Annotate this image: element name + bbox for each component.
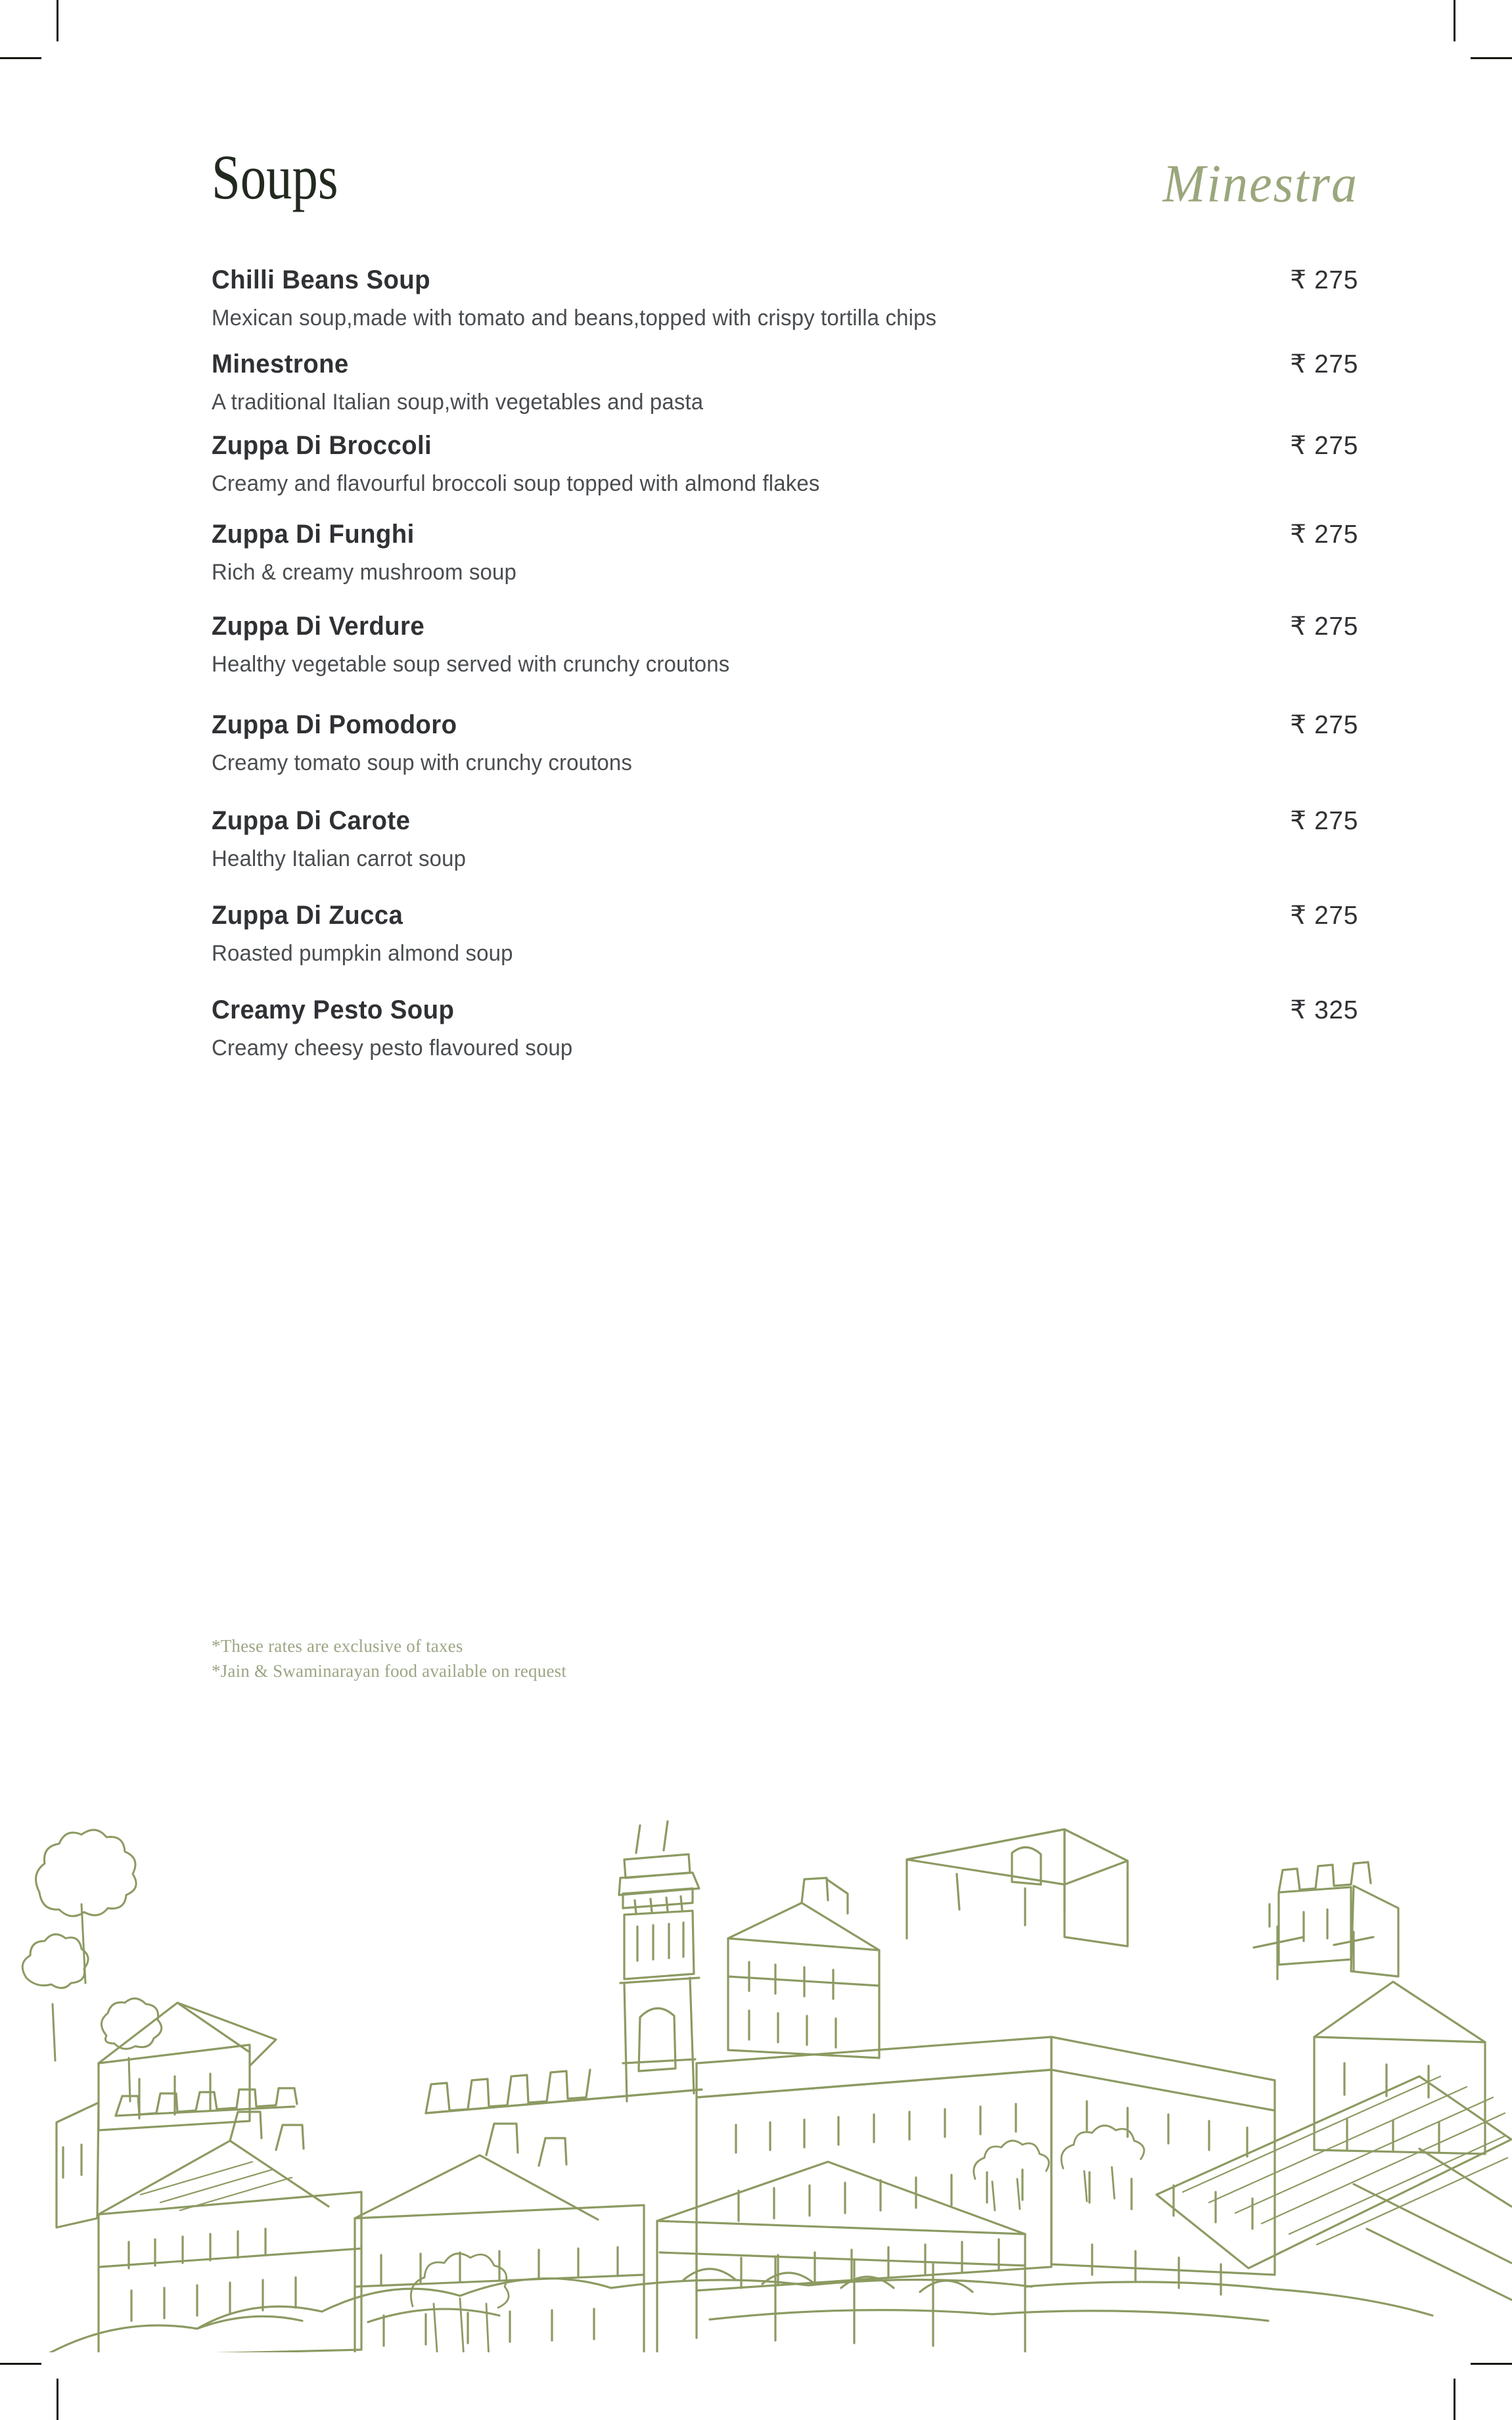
- menu-item-price: ₹ 275: [1290, 806, 1358, 835]
- page-title: Soups: [212, 142, 338, 212]
- menu-item-description: Rich & creamy mushroom soup: [212, 560, 516, 585]
- menu-item: [212, 995, 1358, 1062]
- menu-item-price: ₹ 275: [1290, 711, 1358, 740]
- footnotes: [212, 1633, 566, 1684]
- crop-mark-bottom-left-horizontal: [0, 2363, 41, 2365]
- footnote-taxes: *These rates are exclusive of taxes: [212, 1636, 463, 1656]
- menu-item-price: ₹ 275: [1290, 431, 1358, 460]
- page-subtitle-italian: Minestra: [1162, 152, 1358, 214]
- crop-mark-bottom-right-horizontal: [1471, 2363, 1512, 2365]
- menu-item-header: [212, 520, 1358, 549]
- crop-mark-top-left-vertical: [57, 0, 58, 41]
- footnote-jain-swaminarayan: *Jain & Swaminarayan food available on request: [212, 1661, 567, 1681]
- menu-item-header: [212, 806, 1358, 836]
- menu-item-description: Creamy cheesy pesto flavoured soup: [212, 1035, 573, 1061]
- menu-item-header: [212, 350, 1358, 379]
- menu-item-name: Creamy Pesto Soup: [212, 995, 455, 1024]
- menu-item-description: Roasted pumpkin almond soup: [212, 940, 513, 966]
- menu-item-name: Zuppa Di Funghi: [212, 520, 415, 549]
- menu-item-description: A traditional Italian soup,with vegetables and pasta: [212, 389, 704, 415]
- menu-item-price: ₹ 325: [1290, 995, 1358, 1024]
- menu-item-header: [212, 995, 1358, 1025]
- menu-item: [212, 520, 1358, 587]
- menu-item-header: [212, 265, 1358, 295]
- menu-item-name: Zuppa Di Carote: [212, 806, 411, 835]
- menu-item-price: ₹ 275: [1290, 350, 1358, 378]
- crop-mark-bottom-right-vertical: [1454, 2379, 1455, 2420]
- menu-item: [212, 612, 1358, 679]
- menu-item: [212, 350, 1358, 417]
- menu-item-name: Minestrone: [212, 349, 349, 378]
- menu-item-name: Zuppa Di Pomodoro: [212, 710, 457, 740]
- menu-item: [212, 431, 1358, 498]
- crop-mark-top-left-horizontal: [0, 57, 41, 59]
- menu-item: [212, 710, 1358, 777]
- menu-item-price: ₹ 275: [1290, 266, 1358, 294]
- menu-item-header: [212, 710, 1358, 740]
- page-header: [212, 142, 1358, 231]
- menu-item-name: Zuppa Di Zucca: [212, 900, 403, 930]
- menu-item-name: Zuppa Di Broccoli: [212, 430, 432, 460]
- menu-item-price: ₹ 275: [1290, 612, 1358, 641]
- menu-item-price: ₹ 275: [1290, 901, 1358, 930]
- menu-item-description: Mexican soup,made with tomato and beans,topped with crispy tortilla chips: [212, 306, 937, 331]
- crop-mark-top-right-horizontal: [1471, 57, 1512, 59]
- crop-mark-top-right-vertical: [1454, 0, 1455, 41]
- crop-mark-bottom-left-vertical: [57, 2379, 58, 2420]
- menu-item-name: Chilli Beans Soup: [212, 265, 430, 294]
- menu-item: [212, 901, 1358, 968]
- menu-item-header: [212, 901, 1358, 930]
- menu-item-description: Creamy tomato soup with crunchy croutons: [212, 750, 633, 776]
- italian-hill-town-sketch: [0, 1695, 1512, 2352]
- menu-item: [212, 265, 1358, 332]
- menu-item-header: [212, 612, 1358, 641]
- menu-item-description: Healthy Italian carrot soup: [212, 846, 467, 871]
- menu-item-description: Healthy vegetable soup served with crunchy croutons: [212, 652, 730, 677]
- menu-item-name: Zuppa Di Verdure: [212, 612, 425, 641]
- menu-list: [212, 265, 1358, 1062]
- menu-item-header: [212, 431, 1358, 461]
- menu-item: [212, 806, 1358, 873]
- menu-item-description: Creamy and flavourful broccoli soup topped with almond flakes: [212, 470, 820, 496]
- menu-item-price: ₹ 275: [1290, 520, 1358, 549]
